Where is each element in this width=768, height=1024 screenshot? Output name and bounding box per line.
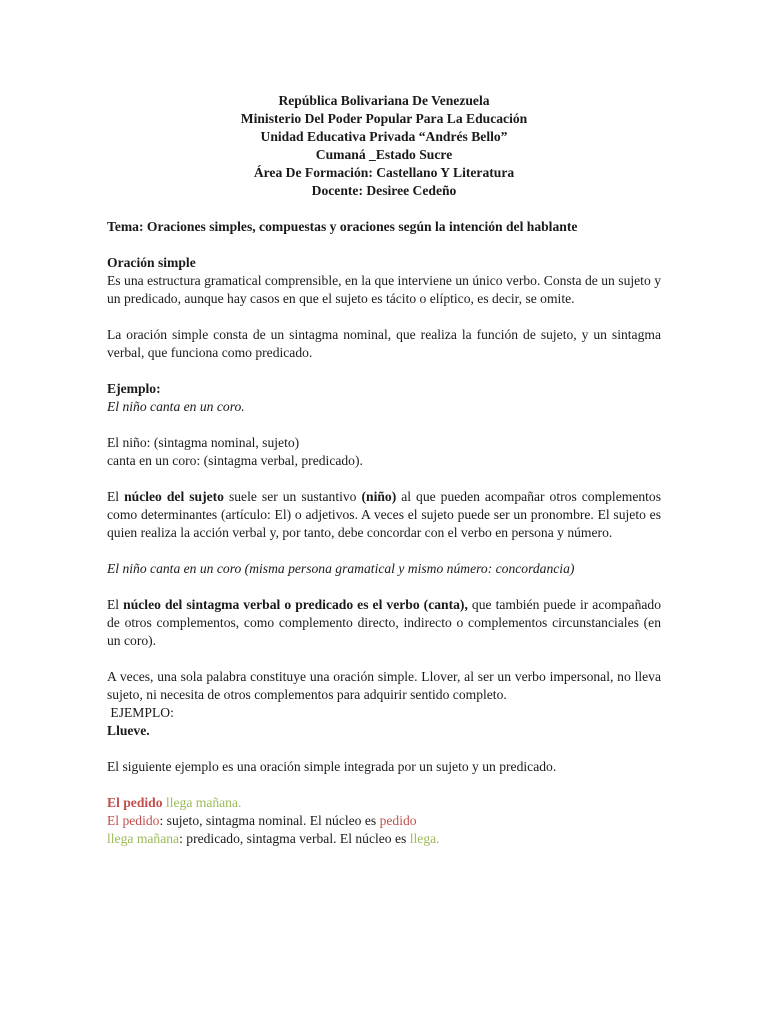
paragraph-intro-example: El siguiente ejemplo es una oración simple integrada por un sujeto y un predicado.: [107, 759, 557, 774]
colored-example-line: [107, 794, 661, 812]
paragraph-structure: La oración simple consta de un sintagma nominal, que realiza la función de sujeto, y un sintagma verbal, que funciona como predicado.: [107, 327, 661, 360]
header-city: Cumaná _Estado Sucre: [315, 147, 453, 162]
bold-term: núcleo del sujeto: [124, 489, 224, 504]
document-header: [107, 92, 661, 200]
example2-label: EJEMPLO:: [107, 705, 174, 720]
text-span: : predicado, sintagma verbal. El núcleo es: [179, 831, 410, 846]
header-teacher: Docente: Desiree Cedeño: [311, 183, 457, 198]
text-span: que también puede ir acompañado de otros complementos, como complemento directo, indirecto o complementos circunstanciales (en un coro).: [107, 597, 661, 648]
example-predicate: llega mañana.: [162, 795, 242, 810]
header-subject-area: Área De Formación: Castellano Y Literatura: [253, 165, 515, 180]
text-span: suele ser un sustantivo: [223, 489, 362, 504]
predicate-nucleus: llega: [409, 831, 437, 846]
subject-nucleus: pedido: [379, 813, 417, 828]
example-sentence: El niño canta en un coro.: [107, 399, 245, 414]
subject-label: El pedido: [107, 813, 160, 828]
section-title: Oración simple: [107, 255, 196, 270]
example-llueve: Llueve.: [107, 723, 150, 738]
predicate-period: .: [436, 831, 440, 846]
topic-heading: Tema: Oraciones simples, compuestas y oraciones según la intención del hablante: [107, 219, 578, 234]
analysis-predicate: canta en un coro: (sintagma verbal, predicado).: [107, 453, 363, 468]
paragraph-single-word: A veces, una sola palabra constituye una oración simple. Llover, al ser un verbo impersonal, no lleva sujeto, ni necesita de otros complementos para adquirir sentido completo.: [107, 669, 661, 702]
text-span: El: [107, 597, 124, 612]
text-span: : sujeto, sintagma nominal. El núcleo es: [159, 813, 380, 828]
example-label: Ejemplo:: [107, 381, 161, 396]
paragraph-definition: Es una estructura gramatical comprensible, en la que interviene un único verbo. Consta de un sujeto y un predicado, aunque hay casos en que el sujeto es tácito o elíptico, es decir, se omite.: [107, 273, 661, 306]
text-span: al que pueden acompañar otros complementos como determinantes (artículo: El) o adjetivos. A veces el sujeto puede ser un pronombre. El sujeto es quien realiza la acción verbal y, por tanto, debe concordar con el verbo en persona y número.: [107, 489, 662, 540]
analysis-subject: El niño: (sintagma nominal, sujeto): [107, 435, 300, 450]
bold-term: núcleo del sintagma verbal o predicado es el verbo (canta),: [123, 597, 468, 612]
predicate-label: llega mañana: [107, 831, 180, 846]
paragraph-subject-nucleus: [107, 488, 661, 542]
header-school: Unidad Educativa Privada “Andrés Bello”: [260, 129, 508, 144]
paragraph-agreement-example: El niño canta en un coro (misma persona gramatical y mismo número: concordancia): [107, 561, 575, 576]
paragraph-verb-nucleus: [107, 596, 661, 650]
bold-term: (niño): [361, 489, 397, 504]
example-subject: El pedido: [107, 795, 163, 810]
text-span: El: [107, 489, 125, 504]
header-republic: República Bolivariana De Venezuela: [278, 93, 490, 108]
predicate-explanation-line: [107, 830, 661, 848]
header-ministry: Ministerio Del Poder Popular Para La Educación: [240, 111, 528, 126]
subject-explanation-line: [107, 812, 661, 830]
